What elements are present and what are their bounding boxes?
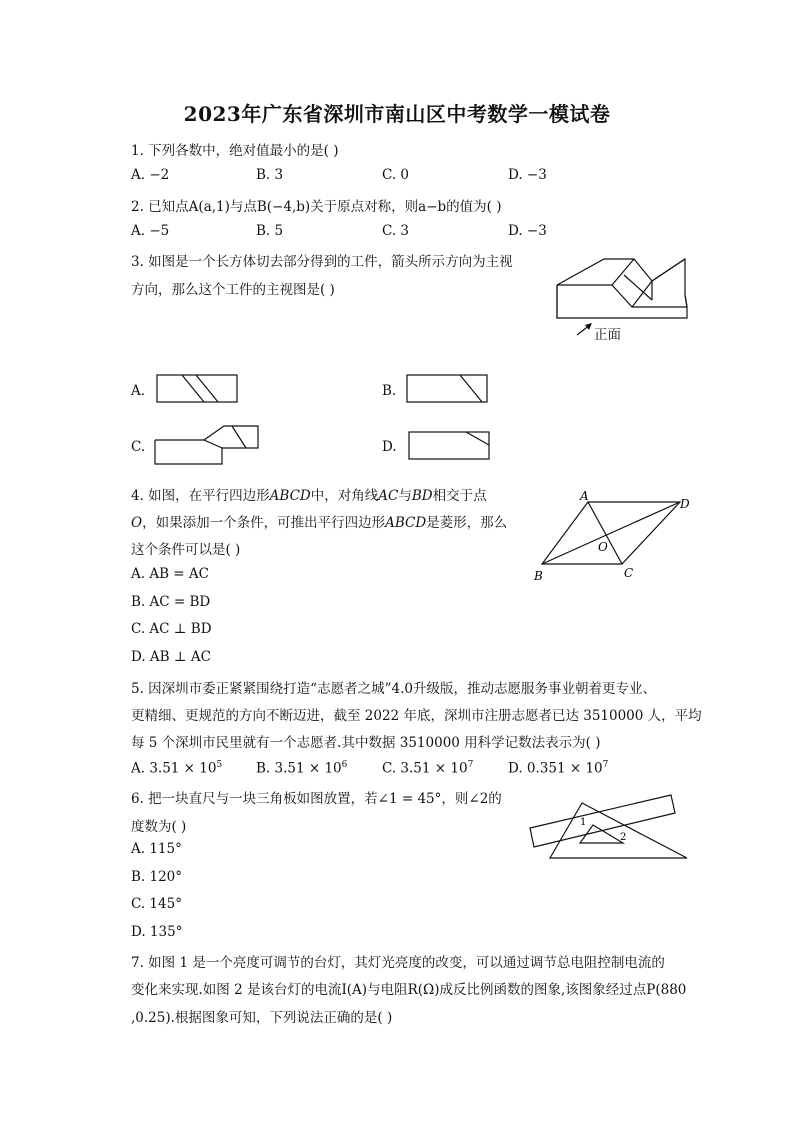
q2-option-b: B. 5 xyxy=(256,223,284,239)
q1-option-d: D. −3 xyxy=(508,167,547,183)
q3-option-c-label: C. xyxy=(131,439,146,455)
q3-option-a-label: A. xyxy=(131,383,146,399)
q5-option-d: D. $0.351 \times 10^7$ xyxy=(508,760,609,777)
q2-option-c: C. 3 xyxy=(382,223,410,239)
q1-option-b: B. 3 xyxy=(256,167,284,183)
q3-option-a-figure xyxy=(156,374,238,404)
q3-workpiece-figure xyxy=(552,255,692,345)
question-4-stem-line2: O，如果添加一个条件，可推出平行四边形ABCD是菱形，那么 xyxy=(131,515,508,531)
q5-option-a: A. $3.51 \times 10^5$ xyxy=(131,760,223,777)
question-4-stem-line1: 4. 如图，在平行四边形ABCD中，对角线AC与BD相交于点 xyxy=(131,488,487,504)
q3-option-b-label: B. xyxy=(382,383,397,399)
question-6-stem-line1: 6. 把一块直尺与一块三角板如图放置，若∠1 = 45°，则∠2的 xyxy=(131,791,502,807)
question-5-stem-line1: 5. 因深圳市委正紧紧围绕打造“志愿者之城”4.0升级版，推动志愿服务事业朝着更专业、 xyxy=(131,681,656,697)
q6-angle-1-label: 1 xyxy=(580,817,587,828)
q3-option-d-figure xyxy=(408,431,490,461)
q6-option-c: C. 145° xyxy=(131,896,182,912)
q6-option-a: A. 115° xyxy=(131,841,182,857)
q6-angle-2-label: 2 xyxy=(620,832,627,843)
question-6-stem-line2: 度数为( ) xyxy=(131,819,187,835)
q4-label-o: O xyxy=(598,540,608,554)
question-2-stem: 2. 已知点A(a,1)与点B(−4,b)关于原点对称，则a−b的值为( ) xyxy=(131,199,502,215)
question-3-stem-line2: 方向，那么这个工件的主视图是( ) xyxy=(131,282,335,298)
question-5-stem-line2: 更精细、更规范的方向不断迈进，截至 2022 年底，深圳市注册志愿者已达 3510000 人，平均 xyxy=(131,708,702,724)
q3-option-d-label: D. xyxy=(382,439,397,455)
q4-label-a: A xyxy=(580,489,589,503)
q2-option-a: A. −5 xyxy=(131,223,170,239)
q4-option-b: B. AC = BD xyxy=(131,594,211,610)
question-3-stem-line1: 3. 如图是一个长方体切去部分得到的工件，箭头所示方向为主视 xyxy=(131,254,513,270)
q6-ruler-triangle-figure xyxy=(525,795,695,865)
q1-option-c: C. 0 xyxy=(382,167,410,183)
q1-option-a: A. −2 xyxy=(131,167,170,183)
question-7-stem-line2: 变化来实现.如图 2 是该台灯的电流I(A)与电阻R(Ω)成反比例函数的图象,该图象经过点P(880 xyxy=(131,982,687,998)
question-7-stem-line3: ,0.25).根据图象可知，下列说法正确的是( ) xyxy=(131,1010,393,1026)
q4-parallelogram-figure xyxy=(530,488,700,588)
q4-label-b: B xyxy=(534,569,543,583)
q4-label-d: D xyxy=(680,497,690,511)
q4-option-a: A. AB = AC xyxy=(131,566,209,582)
q5-option-c: C. $3.51 \times 10^7$ xyxy=(382,760,474,777)
q3-option-b-figure xyxy=(406,374,488,404)
question-5-stem-line3: 每 5 个深圳市民里就有一个志愿者.其中数据 3510000 用科学记数法表示为( ) xyxy=(131,735,601,751)
q3-front-view-label: 正面 xyxy=(594,327,621,343)
q6-option-d: D. 135° xyxy=(131,924,183,940)
q6-option-b: B. 120° xyxy=(131,869,183,885)
q4-option-c: C. AC ⊥ BD xyxy=(131,621,212,637)
question-7-stem-line1: 7. 如图 1 是一个亮度可调节的台灯，其灯光亮度的改变，可以通过调节总电阻控制电流的 xyxy=(131,955,665,971)
q3-option-c-figure xyxy=(154,424,262,466)
q4-option-d: D. AB ⊥ AC xyxy=(131,649,211,665)
page-title: 2023年广东省深圳市南山区中考数学一模试卷 xyxy=(183,102,611,126)
question-4-stem-line3: 这个条件可以是( ) xyxy=(131,542,241,558)
question-1-stem: 1. 下列各数中，绝对值最小的是( ) xyxy=(131,143,339,159)
q2-option-d: D. −3 xyxy=(508,223,547,239)
q5-option-b: B. $3.51 \times 10^6$ xyxy=(256,760,348,777)
q4-label-c: C xyxy=(624,566,634,580)
